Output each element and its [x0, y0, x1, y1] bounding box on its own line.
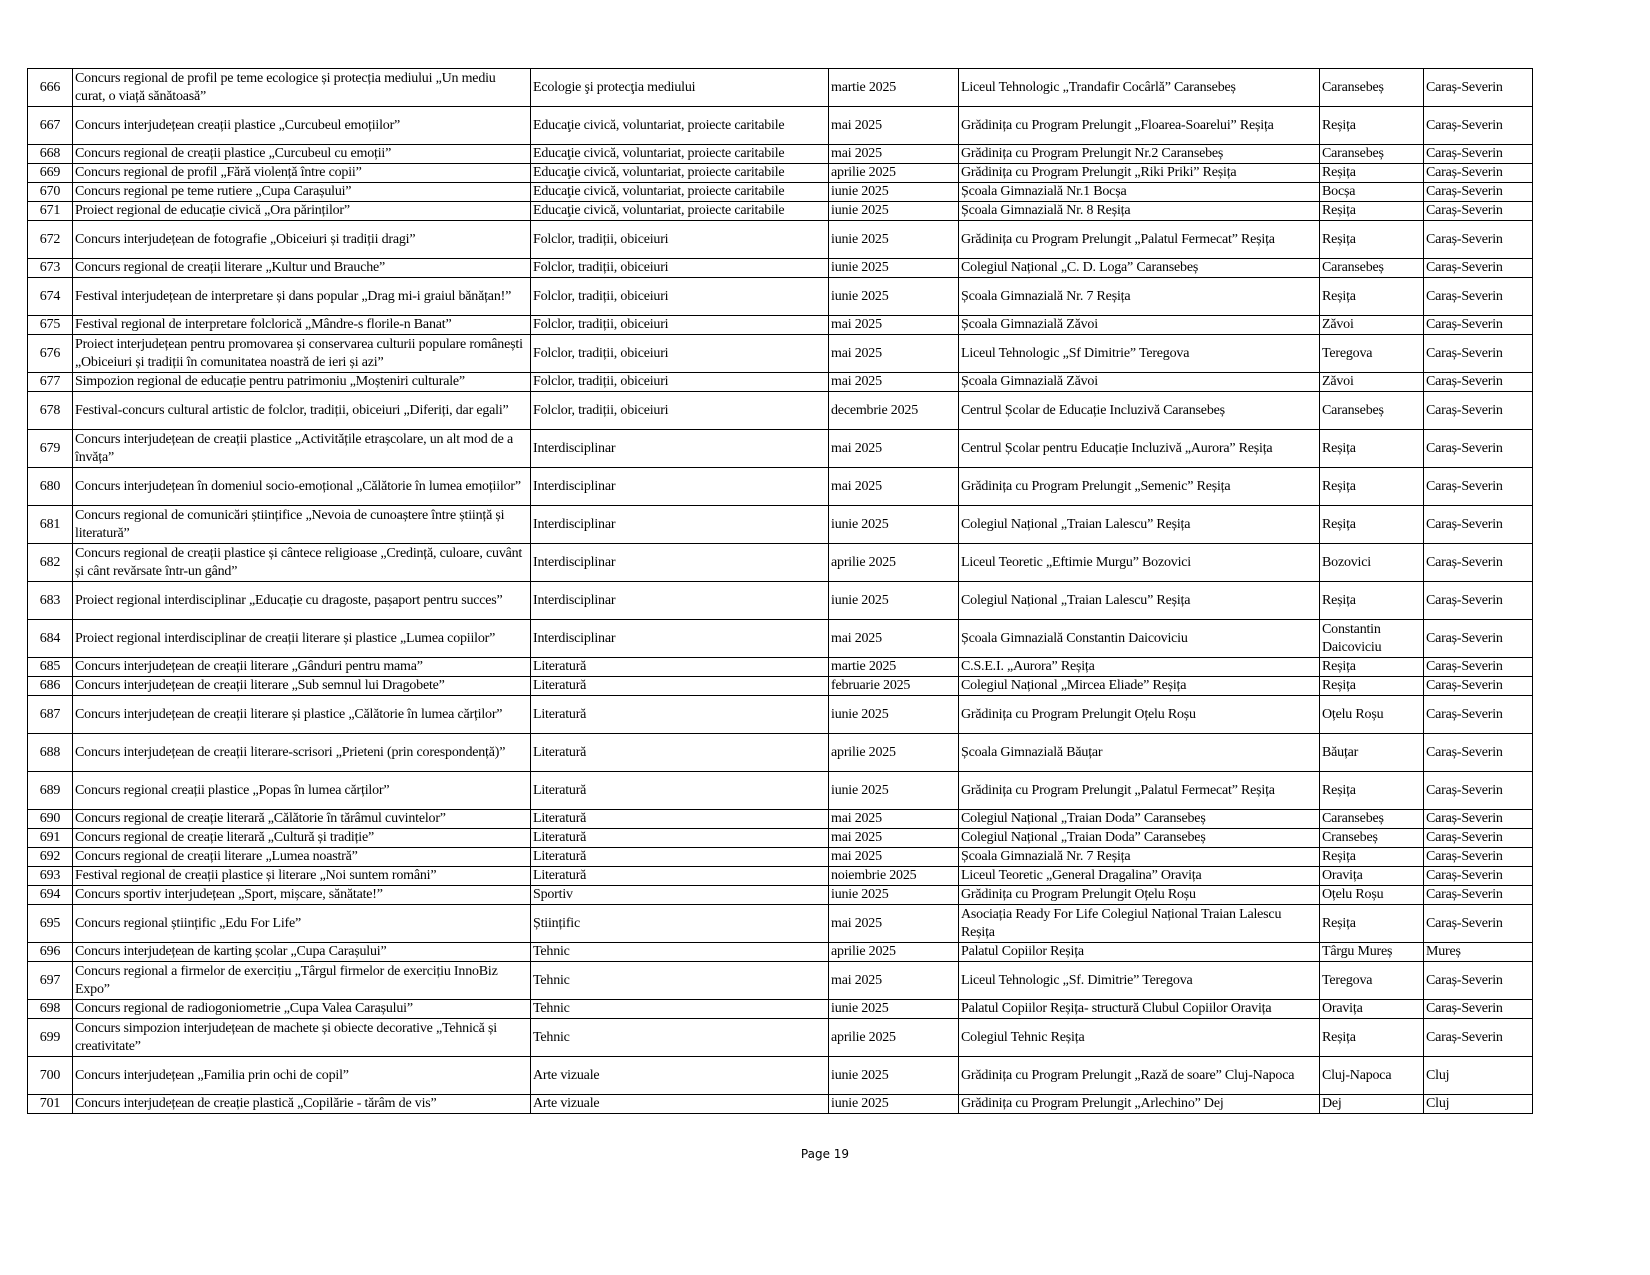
period-cell: iunie 2025 — [829, 582, 959, 620]
locality-cell: Caransebeș — [1320, 259, 1424, 278]
locality-cell: Caransebeș — [1320, 392, 1424, 430]
county-cell: Caraș-Severin — [1424, 1019, 1533, 1057]
organizer-cell: Școala Gimnazială Nr.1 Bocșa — [959, 183, 1320, 202]
domain-cell: Literatură — [531, 848, 829, 867]
activity-title-cell: Concurs interjudețean în domeniul socio-emoțional „Călătorie în lumea emoțiilor” — [73, 468, 531, 506]
period-cell: mai 2025 — [829, 335, 959, 373]
organizer-cell: Școala Gimnazială Constantin Daicoviciu — [959, 620, 1320, 658]
activity-title-cell: Concurs interjudețean „Familia prin ochi de copil” — [73, 1057, 531, 1095]
table-row — [28, 335, 1533, 373]
organizer-cell: C.S.E.I. „Aurora” Reșița — [959, 658, 1320, 677]
table-row — [28, 183, 1533, 202]
county-cell: Caraș-Severin — [1424, 145, 1533, 164]
table-row — [28, 696, 1533, 734]
activity-title-cell: Concurs interjudețean de karting școlar „Cupa Carașului” — [73, 943, 531, 962]
county-cell: Caraș-Severin — [1424, 278, 1533, 316]
row-number-cell: 668 — [28, 145, 73, 164]
table-row — [28, 392, 1533, 430]
county-cell: Caraș-Severin — [1424, 544, 1533, 582]
locality-cell: Reșița — [1320, 278, 1424, 316]
county-cell: Caraș-Severin — [1424, 202, 1533, 221]
organizer-cell: Colegiul Tehnic Reșița — [959, 1019, 1320, 1057]
county-cell: Caraș-Severin — [1424, 886, 1533, 905]
period-cell: iunie 2025 — [829, 1095, 959, 1114]
county-cell: Caraș-Severin — [1424, 582, 1533, 620]
table-row — [28, 202, 1533, 221]
locality-cell: Teregova — [1320, 335, 1424, 373]
county-cell: Caraș-Severin — [1424, 734, 1533, 772]
activity-title-cell: Concurs interjudețean de creații literare-scrisori „Prieteni (prin corespondență)” — [73, 734, 531, 772]
domain-cell: Ecologie şi protecţia mediului — [531, 69, 829, 107]
period-cell: martie 2025 — [829, 658, 959, 677]
row-number-cell: 675 — [28, 316, 73, 335]
row-number-cell: 687 — [28, 696, 73, 734]
activity-title-cell: Concurs sportiv interjudețean „Sport, mișcare, sănătate!” — [73, 886, 531, 905]
activity-title-cell: Festival regional de interpretare folclorică „Mândre-s florile-n Banat” — [73, 316, 531, 335]
domain-cell: Interdisciplinar — [531, 506, 829, 544]
domain-cell: Tehnic — [531, 962, 829, 1000]
organizer-cell: Liceul Tehnologic „Sf. Dimitrie” Teregova — [959, 962, 1320, 1000]
domain-cell: Literatură — [531, 829, 829, 848]
activity-title-cell: Concurs regional de profil „Fără violență între copii” — [73, 164, 531, 183]
county-cell: Caraș-Severin — [1424, 259, 1533, 278]
county-cell: Caraș-Severin — [1424, 107, 1533, 145]
row-number-cell: 682 — [28, 544, 73, 582]
organizer-cell: Colegiul Național „Traian Lalescu” Reșița — [959, 582, 1320, 620]
period-cell: iunie 2025 — [829, 696, 959, 734]
domain-cell: Educaţie civică, voluntariat, proiecte caritabile — [531, 202, 829, 221]
table-row — [28, 620, 1533, 658]
period-cell: aprilie 2025 — [829, 1019, 959, 1057]
county-cell: Caraș-Severin — [1424, 183, 1533, 202]
table-row — [28, 506, 1533, 544]
county-cell: Caraș-Severin — [1424, 221, 1533, 259]
period-cell: iunie 2025 — [829, 259, 959, 278]
locality-cell: Reșița — [1320, 772, 1424, 810]
locality-cell: Teregova — [1320, 962, 1424, 1000]
activity-title-cell: Concurs regional de creație literară „Cultură și tradiție” — [73, 829, 531, 848]
locality-cell: Reșița — [1320, 677, 1424, 696]
row-number-cell: 695 — [28, 905, 73, 943]
row-number-cell: 690 — [28, 810, 73, 829]
row-number-cell: 684 — [28, 620, 73, 658]
activity-title-cell: Concurs regional de creații plastice „Curcubeul cu emoții” — [73, 145, 531, 164]
organizer-cell: Liceul Teoretic „General Dragalina” Oravița — [959, 867, 1320, 886]
period-cell: iunie 2025 — [829, 202, 959, 221]
activity-title-cell: Festival-concurs cultural artistic de folclor, tradiții, obiceiuri „Diferiți, dar egali” — [73, 392, 531, 430]
locality-cell: Reșița — [1320, 221, 1424, 259]
period-cell: mai 2025 — [829, 468, 959, 506]
period-cell: februarie 2025 — [829, 677, 959, 696]
domain-cell: Folclor, tradiții, obiceiuri — [531, 316, 829, 335]
organizer-cell: Liceul Teoretic „Eftimie Murgu” Bozovici — [959, 544, 1320, 582]
activity-title-cell: Concurs interjudețean de creații literare „Sub semnul lui Dragobete” — [73, 677, 531, 696]
organizer-cell: Asociația Ready For Life Colegiul Național Traian Lalescu Reșița — [959, 905, 1320, 943]
activity-title-cell: Concurs interjudețean de fotografie „Obiceiuri și tradiții dragi” — [73, 221, 531, 259]
table-row — [28, 544, 1533, 582]
table-row — [28, 1000, 1533, 1019]
domain-cell: Tehnic — [531, 1000, 829, 1019]
county-cell: Caraș-Severin — [1424, 506, 1533, 544]
row-number-cell: 671 — [28, 202, 73, 221]
row-number-cell: 680 — [28, 468, 73, 506]
organizer-cell: Școala Gimnazială Nr. 7 Reșița — [959, 278, 1320, 316]
organizer-cell: Palatul Copiilor Reșița- structură Clubul Copiilor Oravița — [959, 1000, 1320, 1019]
table-row — [28, 69, 1533, 107]
organizer-cell: Grădinița cu Program Prelungit „Palatul Fermecat” Reșița — [959, 221, 1320, 259]
row-number-cell: 676 — [28, 335, 73, 373]
row-number-cell: 681 — [28, 506, 73, 544]
page-number: Page 19 — [800, 1147, 850, 1161]
county-cell: Caraș-Severin — [1424, 430, 1533, 468]
activity-title-cell: Proiect regional de educație civică „Ora părinților” — [73, 202, 531, 221]
row-number-cell: 691 — [28, 829, 73, 848]
table-row — [28, 829, 1533, 848]
locality-cell: Caransebeș — [1320, 145, 1424, 164]
table-row — [28, 943, 1533, 962]
domain-cell: Educaţie civică, voluntariat, proiecte caritabile — [531, 145, 829, 164]
period-cell: iunie 2025 — [829, 886, 959, 905]
county-cell: Caraș-Severin — [1424, 373, 1533, 392]
county-cell: Caraș-Severin — [1424, 164, 1533, 183]
domain-cell: Științific — [531, 905, 829, 943]
domain-cell: Educaţie civică, voluntariat, proiecte caritabile — [531, 164, 829, 183]
activity-title-cell: Concurs regional de creații plastice și cântece religioase „Credință, culoare, cuvânt și cânt revărsate într-un gând” — [73, 544, 531, 582]
organizer-cell: Școala Gimnazială Nr. 7 Reșița — [959, 848, 1320, 867]
table-row — [28, 1057, 1533, 1095]
period-cell: iunie 2025 — [829, 183, 959, 202]
period-cell: iunie 2025 — [829, 506, 959, 544]
locality-cell: Caransebeș — [1320, 810, 1424, 829]
locality-cell: Oțelu Roșu — [1320, 696, 1424, 734]
period-cell: mai 2025 — [829, 316, 959, 335]
county-cell: Caraș-Severin — [1424, 962, 1533, 1000]
locality-cell: Cluj-Napoca — [1320, 1057, 1424, 1095]
row-number-cell: 666 — [28, 69, 73, 107]
row-number-cell: 689 — [28, 772, 73, 810]
table-row — [28, 107, 1533, 145]
domain-cell: Tehnic — [531, 943, 829, 962]
row-number-cell: 677 — [28, 373, 73, 392]
county-cell: Caraș-Severin — [1424, 829, 1533, 848]
table-row — [28, 677, 1533, 696]
organizer-cell: Grădinița cu Program Prelungit „Semenic” Reșița — [959, 468, 1320, 506]
table-row — [28, 1095, 1533, 1114]
table-row — [28, 848, 1533, 867]
period-cell: mai 2025 — [829, 145, 959, 164]
table-row — [28, 867, 1533, 886]
organizer-cell: Școala Gimnazială Băuțar — [959, 734, 1320, 772]
table-row — [28, 468, 1533, 506]
locality-cell: Reșița — [1320, 905, 1424, 943]
period-cell: aprilie 2025 — [829, 164, 959, 183]
table-row — [28, 373, 1533, 392]
activity-title-cell: Concurs interjudețean creații plastice „Curcubeul emoțiilor” — [73, 107, 531, 145]
county-cell: Caraș-Severin — [1424, 810, 1533, 829]
activity-title-cell: Concurs regional de creații literare „Lumea noastră” — [73, 848, 531, 867]
domain-cell: Literatură — [531, 734, 829, 772]
period-cell: iunie 2025 — [829, 1057, 959, 1095]
row-number-cell: 699 — [28, 1019, 73, 1057]
row-number-cell: 697 — [28, 962, 73, 1000]
county-cell: Caraș-Severin — [1424, 468, 1533, 506]
table-row — [28, 259, 1533, 278]
domain-cell: Folclor, tradiții, obiceiuri — [531, 221, 829, 259]
domain-cell: Folclor, tradiții, obiceiuri — [531, 392, 829, 430]
period-cell: iunie 2025 — [829, 1000, 959, 1019]
activity-title-cell: Concurs simpozion interjudețean de machete și obiecte decorative „Tehnică și creativitate” — [73, 1019, 531, 1057]
organizer-cell: Palatul Copiilor Reșița — [959, 943, 1320, 962]
locality-cell: Reșița — [1320, 468, 1424, 506]
row-number-cell: 683 — [28, 582, 73, 620]
county-cell: Caraș-Severin — [1424, 905, 1533, 943]
locality-cell: Oravița — [1320, 1000, 1424, 1019]
organizer-cell: Grădinița cu Program Prelungit „Arlechino” Dej — [959, 1095, 1320, 1114]
domain-cell: Interdisciplinar — [531, 582, 829, 620]
activity-title-cell: Concurs interjudețean de creații literare „Gânduri pentru mama” — [73, 658, 531, 677]
row-number-cell: 674 — [28, 278, 73, 316]
domain-cell: Literatură — [531, 772, 829, 810]
locality-cell: Reșița — [1320, 164, 1424, 183]
table-row — [28, 810, 1533, 829]
domain-cell: Arte vizuale — [531, 1095, 829, 1114]
county-cell: Caraș-Severin — [1424, 316, 1533, 335]
activities-table — [27, 68, 1533, 1114]
locality-cell: Zăvoi — [1320, 316, 1424, 335]
locality-cell: Târgu Mureș — [1320, 943, 1424, 962]
table-row — [28, 278, 1533, 316]
county-cell: Cluj — [1424, 1057, 1533, 1095]
locality-cell: Constantin Daicoviciu — [1320, 620, 1424, 658]
table-row — [28, 962, 1533, 1000]
activity-title-cell: Festival interjudețean de interpretare și dans popular „Drag mi-i graiul bănățan!” — [73, 278, 531, 316]
activity-title-cell: Concurs regional creații plastice „Popas în lumea cărților” — [73, 772, 531, 810]
organizer-cell: Colegiul Național „Mircea Eliade” Reșița — [959, 677, 1320, 696]
row-number-cell: 673 — [28, 259, 73, 278]
domain-cell: Folclor, tradiții, obiceiuri — [531, 278, 829, 316]
row-number-cell: 669 — [28, 164, 73, 183]
organizer-cell: Colegiul Național „Traian Doda” Caransebeș — [959, 810, 1320, 829]
period-cell: noiembrie 2025 — [829, 867, 959, 886]
organizer-cell: Școala Gimnazială Nr. 8 Reșița — [959, 202, 1320, 221]
domain-cell: Interdisciplinar — [531, 544, 829, 582]
domain-cell: Educaţie civică, voluntariat, proiecte caritabile — [531, 183, 829, 202]
period-cell: decembrie 2025 — [829, 392, 959, 430]
organizer-cell: Grădinița cu Program Prelungit „Rază de soare” Cluj-Napoca — [959, 1057, 1320, 1095]
row-number-cell: 686 — [28, 677, 73, 696]
locality-cell: Bocșa — [1320, 183, 1424, 202]
county-cell: Caraș-Severin — [1424, 867, 1533, 886]
activity-title-cell: Simpozion regional de educație pentru patrimoniu „Moșteniri culturale” — [73, 373, 531, 392]
activity-title-cell: Concurs regional științific „Edu For Life” — [73, 905, 531, 943]
row-number-cell: 693 — [28, 867, 73, 886]
activity-title-cell: Concurs interjudețean de creații literare și plastice „Călătorie în lumea cărților” — [73, 696, 531, 734]
row-number-cell: 701 — [28, 1095, 73, 1114]
activity-title-cell: Concurs regional de comunicări științifice „Nevoia de cunoaștere între știință și literatură” — [73, 506, 531, 544]
organizer-cell: Grădinița cu Program Prelungit „Floarea-Soarelui” Reșița — [959, 107, 1320, 145]
period-cell: mai 2025 — [829, 905, 959, 943]
locality-cell: Reșița — [1320, 107, 1424, 145]
county-cell: Caraș-Severin — [1424, 696, 1533, 734]
county-cell: Mureș — [1424, 943, 1533, 962]
row-number-cell: 698 — [28, 1000, 73, 1019]
organizer-cell: Colegiul Național „Traian Lalescu” Reșița — [959, 506, 1320, 544]
locality-cell: Zăvoi — [1320, 373, 1424, 392]
activity-title-cell: Festival regional de creații plastice și literare „Noi suntem români” — [73, 867, 531, 886]
period-cell: aprilie 2025 — [829, 544, 959, 582]
period-cell: mai 2025 — [829, 620, 959, 658]
organizer-cell: Centrul Școlar pentru Educație Incluzivă „Aurora” Reșița — [959, 430, 1320, 468]
period-cell: mai 2025 — [829, 962, 959, 1000]
activity-title-cell: Concurs regional pe teme rutiere „Cupa Carașului” — [73, 183, 531, 202]
row-number-cell: 672 — [28, 221, 73, 259]
activity-title-cell: Concurs interjudețean de creație plastică „Copilărie - tărâm de vis” — [73, 1095, 531, 1114]
county-cell: Cluj — [1424, 1095, 1533, 1114]
organizer-cell: Colegiul Național „Traian Doda” Caransebeș — [959, 829, 1320, 848]
domain-cell: Literatură — [531, 677, 829, 696]
activity-title-cell: Concurs regional de creații literare „Kultur und Brauche” — [73, 259, 531, 278]
domain-cell: Folclor, tradiții, obiceiuri — [531, 373, 829, 392]
locality-cell: Oțelu Roșu — [1320, 886, 1424, 905]
organizer-cell: Grădinița cu Program Prelungit Oțelu Roșu — [959, 696, 1320, 734]
domain-cell: Literatură — [531, 658, 829, 677]
row-number-cell: 692 — [28, 848, 73, 867]
activity-title-cell: Concurs regional a firmelor de exercițiu „Târgul firmelor de exercițiu InnoBiz Expo” — [73, 962, 531, 1000]
activity-title-cell: Concurs regional de creație literară „Călătorie în tărâmul cuvintelor” — [73, 810, 531, 829]
locality-cell: Oravița — [1320, 867, 1424, 886]
organizer-cell: Grădinița cu Program Prelungit Oțelu Roșu — [959, 886, 1320, 905]
period-cell: aprilie 2025 — [829, 943, 959, 962]
organizer-cell: Colegiul Național „C. D. Loga” Caransebeș — [959, 259, 1320, 278]
period-cell: mai 2025 — [829, 848, 959, 867]
domain-cell: Tehnic — [531, 1019, 829, 1057]
locality-cell: Caransebeș — [1320, 69, 1424, 107]
table-row — [28, 1019, 1533, 1057]
table-row — [28, 430, 1533, 468]
table-row — [28, 316, 1533, 335]
county-cell: Caraș-Severin — [1424, 392, 1533, 430]
locality-cell: Bozovici — [1320, 544, 1424, 582]
row-number-cell: 670 — [28, 183, 73, 202]
domain-cell: Arte vizuale — [531, 1057, 829, 1095]
locality-cell: Reșița — [1320, 430, 1424, 468]
domain-cell: Interdisciplinar — [531, 620, 829, 658]
table-row — [28, 658, 1533, 677]
county-cell: Caraș-Severin — [1424, 620, 1533, 658]
table-row — [28, 221, 1533, 259]
activity-title-cell: Proiect interjudețean pentru promovarea și conservarea culturii populare românești „Obiceiuri și tradiții în comunitatea noastră de ieri și azi” — [73, 335, 531, 373]
domain-cell: Literatură — [531, 810, 829, 829]
locality-cell: Reșița — [1320, 202, 1424, 221]
row-number-cell: 688 — [28, 734, 73, 772]
county-cell: Caraș-Severin — [1424, 677, 1533, 696]
county-cell: Caraș-Severin — [1424, 772, 1533, 810]
row-number-cell: 696 — [28, 943, 73, 962]
table-row — [28, 145, 1533, 164]
period-cell: aprilie 2025 — [829, 734, 959, 772]
organizer-cell: Grădinița cu Program Prelungit Nr.2 Caransebeș — [959, 145, 1320, 164]
table-body — [28, 69, 1533, 1114]
table-row — [28, 582, 1533, 620]
organizer-cell: Centrul Școlar de Educație Incluzivă Caransebeș — [959, 392, 1320, 430]
domain-cell: Sportiv — [531, 886, 829, 905]
domain-cell: Interdisciplinar — [531, 468, 829, 506]
domain-cell: Literatură — [531, 867, 829, 886]
locality-cell: Băuțar — [1320, 734, 1424, 772]
table-row — [28, 905, 1533, 943]
organizer-cell: Școala Gimnazială Zăvoi — [959, 373, 1320, 392]
activity-title-cell: Proiect regional interdisciplinar de creații literare și plastice „Lumea copiilor” — [73, 620, 531, 658]
row-number-cell: 678 — [28, 392, 73, 430]
county-cell: Caraș-Severin — [1424, 658, 1533, 677]
activity-title-cell: Concurs interjudețean de creații plastice „Activitățile etrașcolare, un alt mod de a învăța” — [73, 430, 531, 468]
locality-cell: Reșița — [1320, 848, 1424, 867]
table-row — [28, 886, 1533, 905]
locality-cell: Reșița — [1320, 506, 1424, 544]
period-cell: mai 2025 — [829, 373, 959, 392]
period-cell: mai 2025 — [829, 430, 959, 468]
locality-cell: Reșița — [1320, 582, 1424, 620]
organizer-cell: Grădinița cu Program Prelungit „Palatul Fermecat” Reșița — [959, 772, 1320, 810]
period-cell: martie 2025 — [829, 69, 959, 107]
domain-cell: Folclor, tradiții, obiceiuri — [531, 335, 829, 373]
organizer-cell: Liceul Tehnologic „Sf Dimitrie” Teregova — [959, 335, 1320, 373]
locality-cell: Reșița — [1320, 658, 1424, 677]
county-cell: Caraș-Severin — [1424, 1000, 1533, 1019]
county-cell: Caraș-Severin — [1424, 69, 1533, 107]
activity-title-cell: Concurs regional de radiogoniometrie „Cupa Valea Carașului” — [73, 1000, 531, 1019]
row-number-cell: 685 — [28, 658, 73, 677]
organizer-cell: Grădinița cu Program Prelungit „Riki Priki” Reșița — [959, 164, 1320, 183]
period-cell: iunie 2025 — [829, 278, 959, 316]
row-number-cell: 694 — [28, 886, 73, 905]
locality-cell: Reșița — [1320, 1019, 1424, 1057]
organizer-cell: Școala Gimnazială Zăvoi — [959, 316, 1320, 335]
activity-title-cell: Concurs regional de profil pe teme ecologice și protecția mediului „Un mediu curat, o viață sănătoasă” — [73, 69, 531, 107]
table-row — [28, 734, 1533, 772]
locality-cell: Dej — [1320, 1095, 1424, 1114]
period-cell: iunie 2025 — [829, 221, 959, 259]
period-cell: mai 2025 — [829, 810, 959, 829]
domain-cell: Educaţie civică, voluntariat, proiecte caritabile — [531, 107, 829, 145]
organizer-cell: Liceul Tehnologic „Trandafir Cocârlă” Caransebeș — [959, 69, 1320, 107]
domain-cell: Interdisciplinar — [531, 430, 829, 468]
row-number-cell: 700 — [28, 1057, 73, 1095]
period-cell: mai 2025 — [829, 107, 959, 145]
locality-cell: Cransebeș — [1320, 829, 1424, 848]
table-row — [28, 772, 1533, 810]
domain-cell: Folclor, tradiții, obiceiuri — [531, 259, 829, 278]
table-row — [28, 164, 1533, 183]
row-number-cell: 667 — [28, 107, 73, 145]
period-cell: iunie 2025 — [829, 772, 959, 810]
county-cell: Caraș-Severin — [1424, 848, 1533, 867]
row-number-cell: 679 — [28, 430, 73, 468]
activity-title-cell: Proiect regional interdisciplinar „Educație cu dragoste, pașaport pentru succes” — [73, 582, 531, 620]
domain-cell: Literatură — [531, 696, 829, 734]
county-cell: Caraș-Severin — [1424, 335, 1533, 373]
period-cell: mai 2025 — [829, 829, 959, 848]
